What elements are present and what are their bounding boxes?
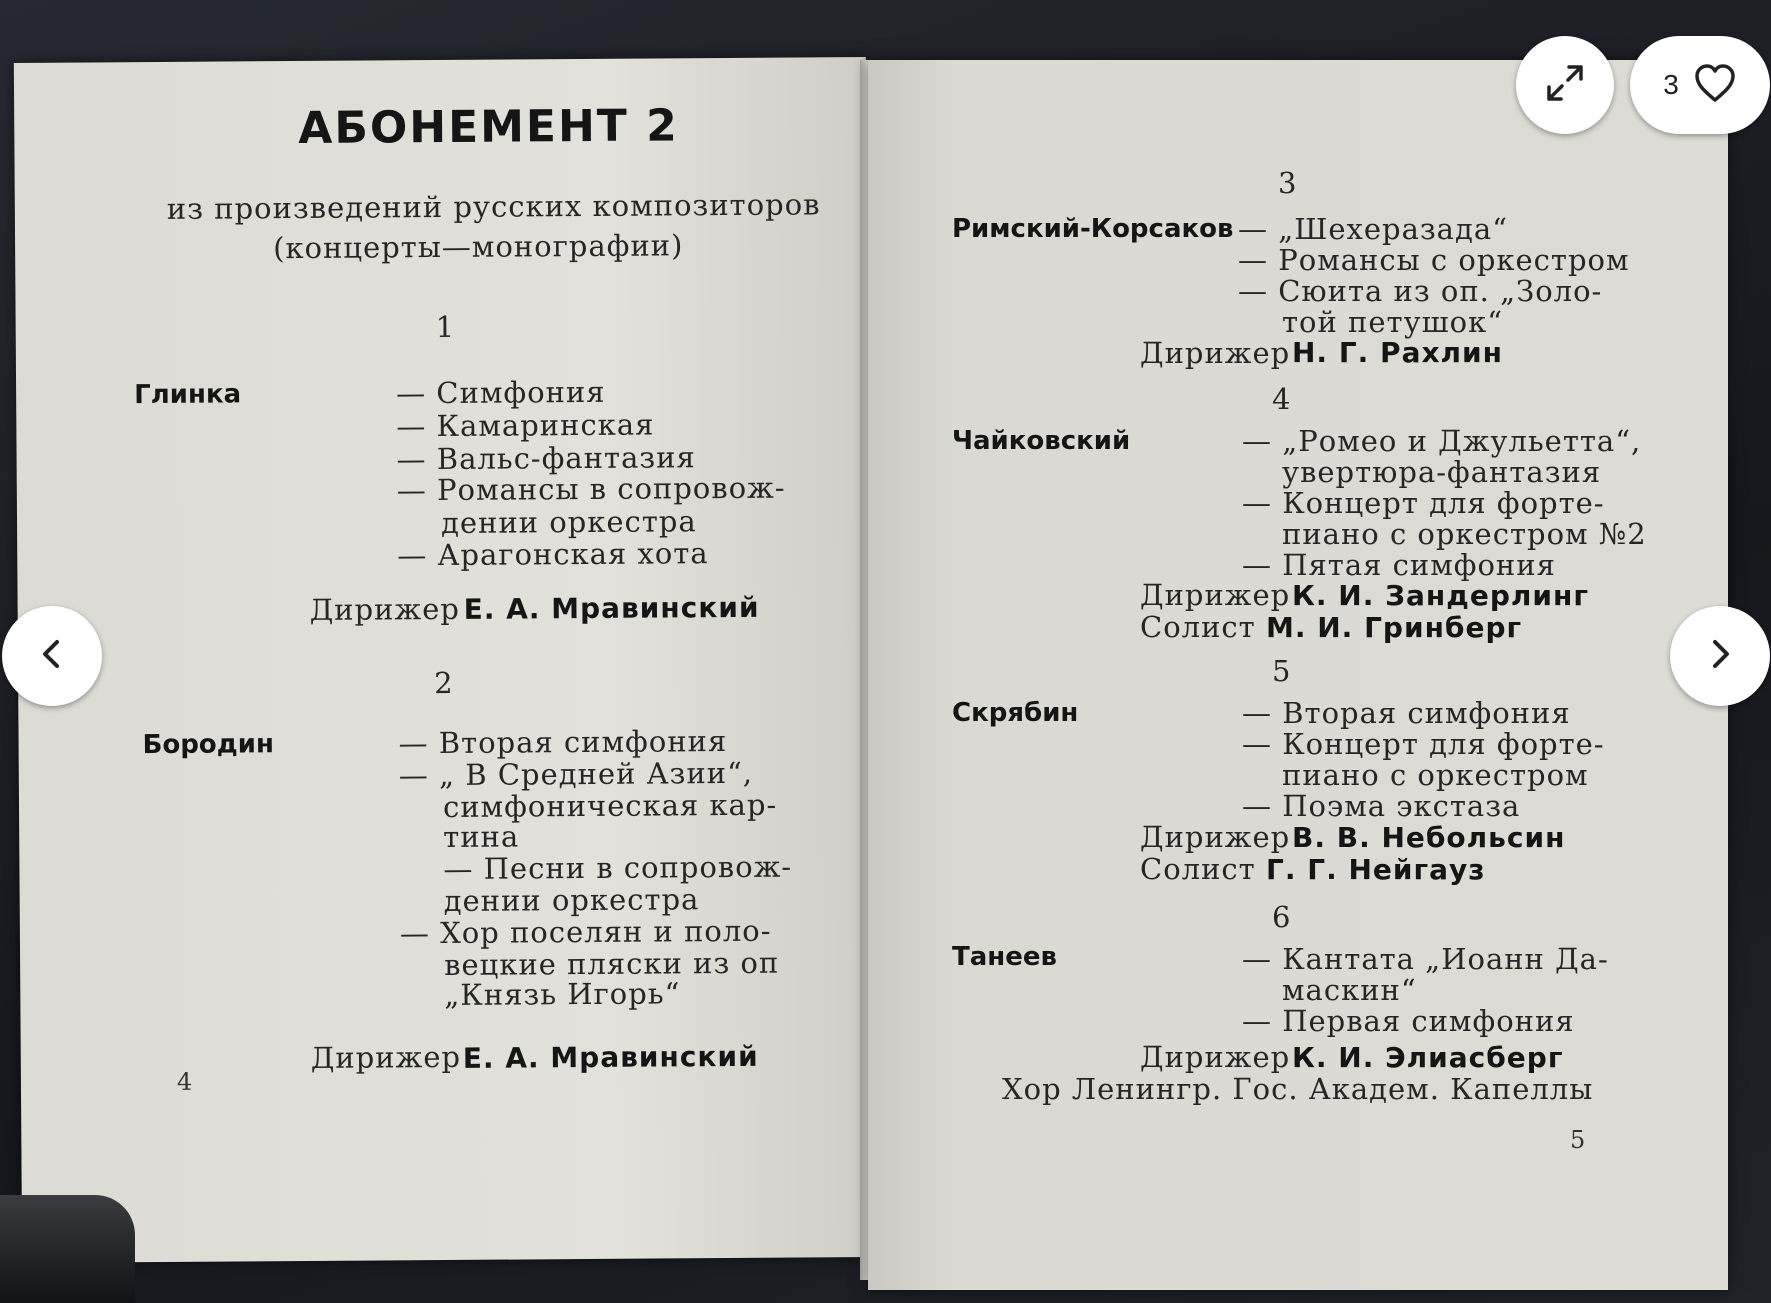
like-button[interactable] [1630,36,1770,134]
conductor-name: В. В. Небольсин [1292,821,1566,854]
soloist-name: Г. Г. Нейгауз [1266,853,1486,886]
program-line: маскин“ [1282,973,1417,1007]
program-line: — Сюита из оп. „Золо- [1238,274,1603,308]
soloist-name: М. И. Гринберг [1266,611,1523,644]
program-line: — „Шехеразада“ [1238,212,1508,246]
program-line: — Первая симфония [1242,1004,1575,1038]
program-subtitle-line1: из произведений русских композиторов [166,187,821,226]
program-line: — Пятая симфония [1242,548,1556,582]
program-line: — Симфония [396,374,606,411]
program-line: — „ В Средней Азии“, [398,755,754,793]
conductor-label: Дирижер [310,1039,462,1075]
program-line: дении оркестра [443,882,700,919]
binder-clip [0,1195,135,1303]
composer-name: Бородин [142,729,275,761]
program-title: АБОНЕМЕНТ 2 [298,100,679,155]
program-line: — Вторая симфония [1242,696,1571,730]
expand-icon [1541,59,1589,111]
composer-name: Скрябин [952,698,1079,728]
program-line: вецкие пляски из оп [444,945,780,983]
program-line: — Концерт для форте- [1242,727,1605,761]
composer-name: Танеев [952,942,1057,972]
concert-number: 5 [1272,654,1291,688]
chevron-left-icon [32,634,72,678]
program-line: тина [443,819,520,855]
program-line: — Романсы с оркестром [1238,243,1630,277]
concert-number: 3 [1278,166,1297,200]
program-line: „Князь Игорь“ [444,976,681,1013]
chevron-right-icon [1700,634,1740,678]
choir-credit: Хор Ленингр. Гос. Академ. Капеллы [1002,1072,1594,1106]
conductor-label: Дирижер [1140,578,1291,612]
program-line: пиано с оркестром №2 [1282,517,1647,551]
composer-name: Римский-Корсаков [952,214,1234,244]
program-line: увертюра-фантазия [1282,455,1602,489]
page-number: 5 [1570,1126,1586,1154]
concert-number: 6 [1272,900,1291,934]
soloist-label: Солист [1140,852,1256,886]
booklet-page-left [14,57,874,1263]
program-subtitle-line2: (концерты—монографии) [273,228,684,266]
heart-icon [1693,62,1737,108]
program-line: пиано с оркестром [1282,758,1589,792]
booklet-page-right [868,60,1728,1290]
concert-number: 2 [434,665,453,701]
conductor-name: Е. А. Мравинский [463,590,760,626]
program-line: — Концерт для форте- [1242,486,1605,520]
composer-name: Чайковский [952,426,1131,456]
conductor-label: Дирижер [1140,1040,1291,1074]
program-line: — Арагонская хота [397,536,709,573]
program-line: — Камаринская [396,407,655,444]
program-line: — Хор поселян и поло- [399,913,772,951]
conductor-name: Н. Г. Рахлин [1292,336,1503,369]
next-image-button[interactable] [1670,606,1770,706]
concert-number: 4 [1272,382,1291,416]
program-line: той петушок“ [1282,305,1504,339]
previous-image-button[interactable] [2,606,102,706]
conductor-name: К. И. Зандерлинг [1292,579,1589,612]
program-line: — Вальс-фантазия [396,440,696,477]
program-line: симфоническая кар- [442,787,778,825]
program-line: — Романсы в сопровож- [396,470,786,508]
program-line: — Кантата „Иоанн Да- [1242,942,1609,976]
program-line: — Вторая симфония [398,724,728,761]
program-line: дении оркестра [440,504,697,541]
conductor-name: Е. А. Мравинский [462,1039,759,1075]
program-line: — Песни в сопровож- [443,849,793,887]
expand-button[interactable] [1516,36,1614,134]
page-number: 4 [176,1067,193,1096]
conductor-label: Дирижер [1140,336,1291,370]
like-count: 3 [1663,69,1679,100]
program-line: — „Ромео и Джульетта“, [1242,424,1642,458]
concert-number: 1 [435,309,455,345]
conductor-label: Дирижер [309,591,460,627]
program-line: — Поэма экстаза [1242,789,1521,823]
conductor-name: К. И. Элиасберг [1292,1041,1564,1074]
conductor-label: Дирижер [1140,820,1291,854]
soloist-label: Солист [1140,610,1256,644]
composer-name: Глинка [134,379,242,411]
